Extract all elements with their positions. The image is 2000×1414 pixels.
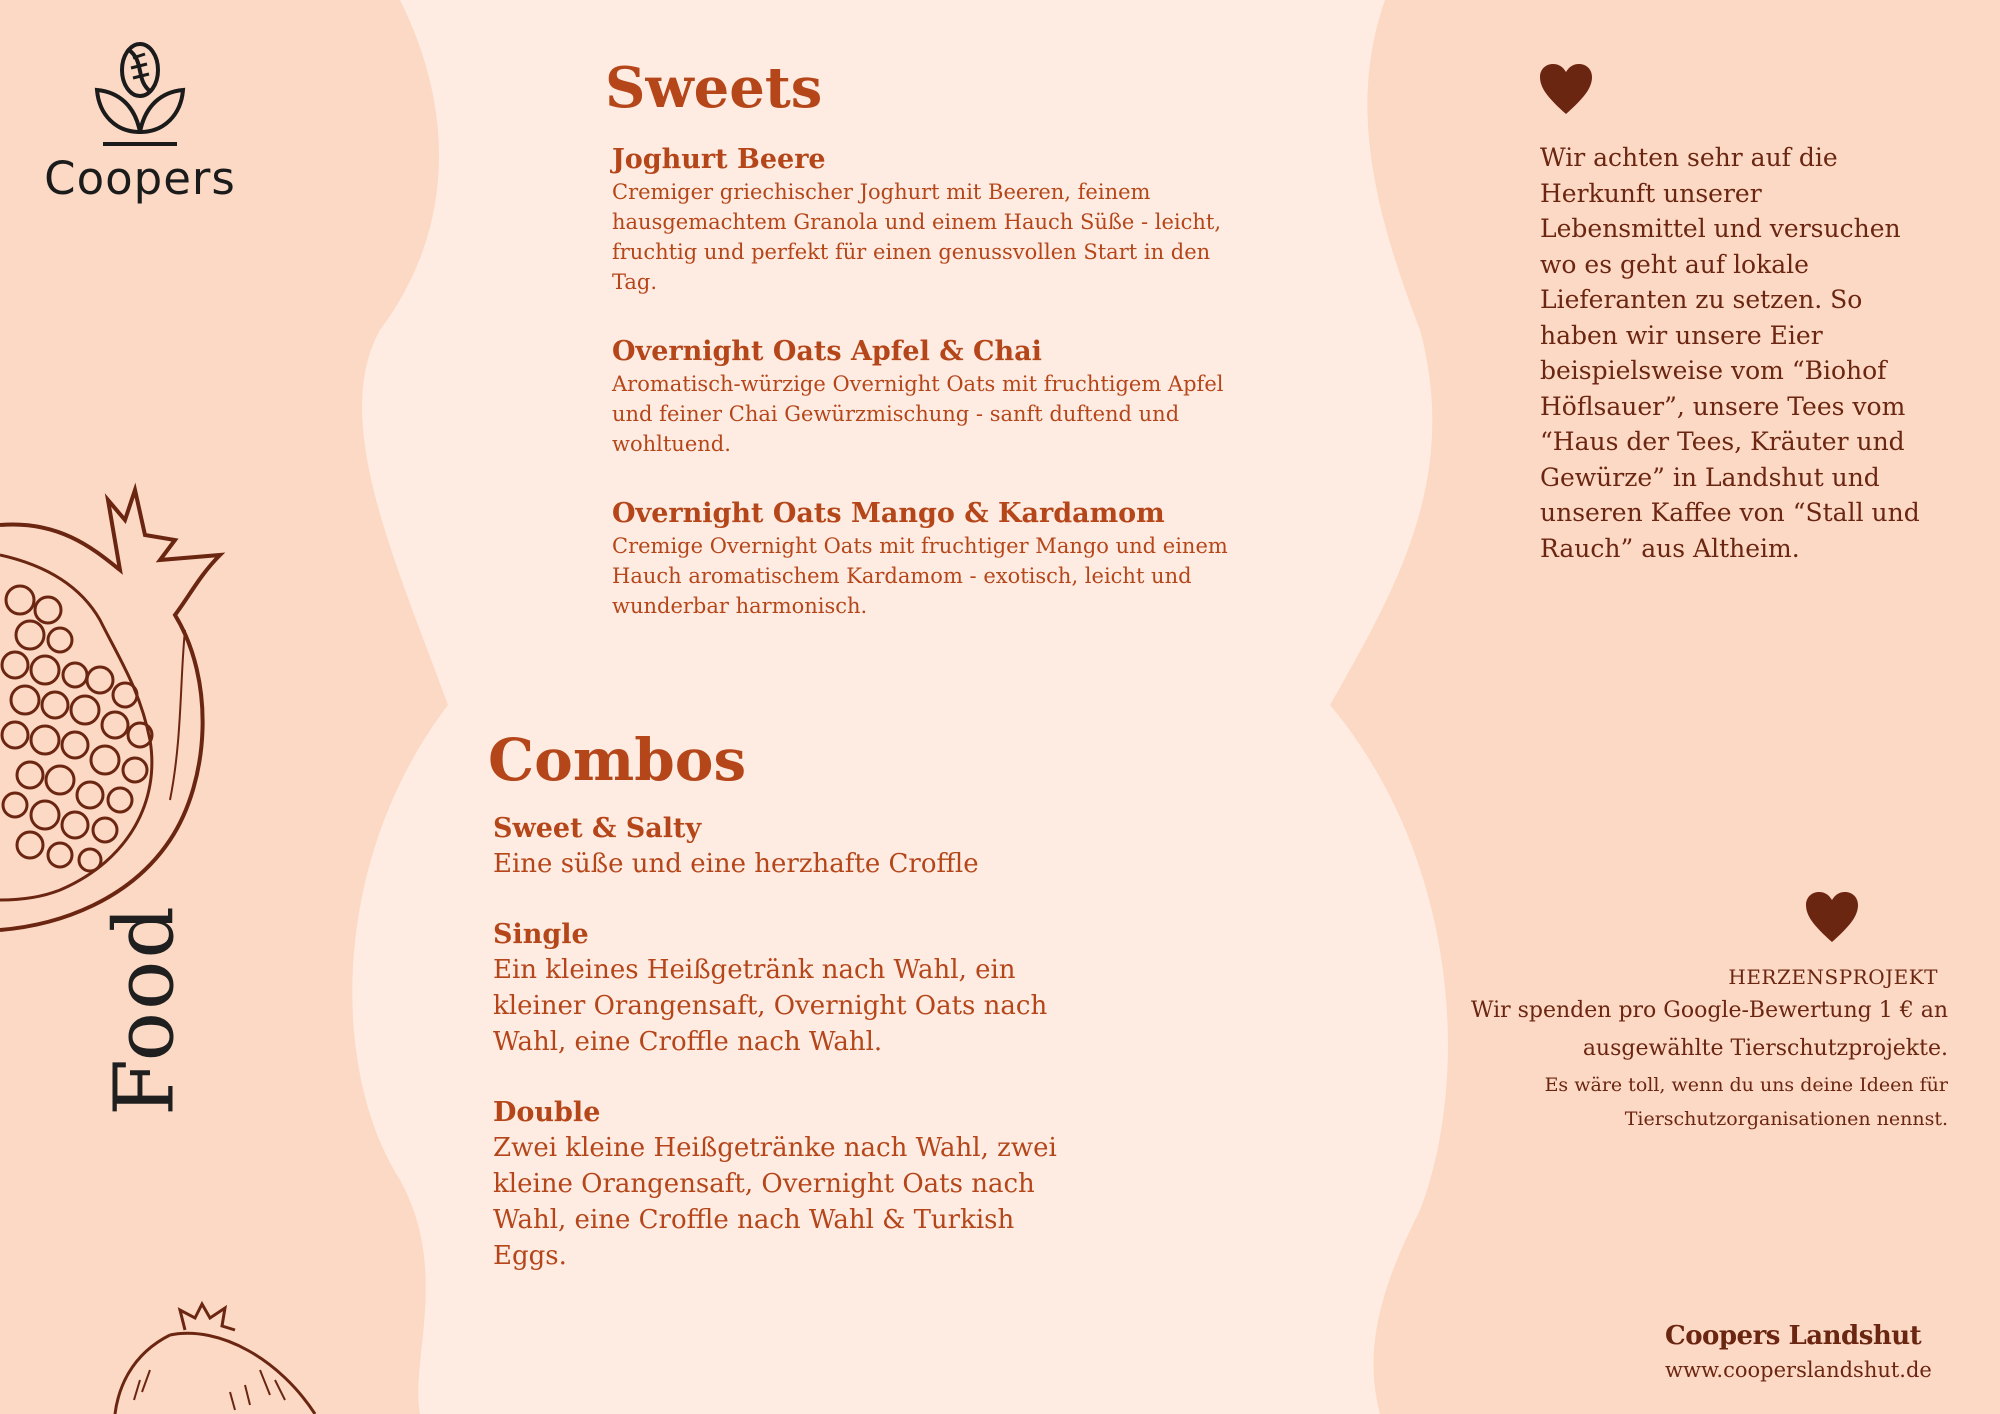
footer-name: Coopers Landshut (1665, 1321, 1922, 1351)
sweets-title: Sweets (605, 55, 823, 121)
project-heading: HERZENSPROJEKT (1728, 965, 1938, 989)
brand-name: Coopers (44, 152, 236, 205)
project-box (1470, 962, 1948, 1136)
menu-item-description: Cremige Overnight Oats mit fruchtiger Mango und einem Hauch aromatischem Kardamom - exotisch, leicht und wunderbar harmonisch. (612, 534, 1228, 618)
sweets-list (612, 143, 1252, 659)
combo-item (493, 918, 1093, 1060)
combo-item-description: Ein kleines Heißgetränk nach Wahl, ein kleiner Orangensaft, Overnight Oats nach Wahl, eine Croffle nach Wahl. (493, 955, 1048, 1057)
combo-item (493, 812, 1093, 882)
menu-item-name: Overnight Oats Mango & Kardamom (612, 498, 1165, 529)
combo-item-description: Zwei kleine Heißgetränke nach Wahl, zwei kleine Orangensaft, Overnight Oats nach Wahl, eine Croffle nach Wahl & Turkish Eggs. (493, 1133, 1057, 1271)
menu-item-description: Cremiger griechischer Joghurt mit Beeren, feinem hausgemachtem Granola und einem Hauch Süße - leicht, fruchtig und perfekt für einen genussvollen Start in den Tag. (612, 180, 1222, 294)
combo-item (493, 1096, 1093, 1274)
pomegranate-whole-illustration (110, 1300, 330, 1414)
combos-title: Combos (488, 726, 747, 794)
combo-item-name: Double (493, 1097, 601, 1128)
footer-url[interactable]: www.cooperslandshut.de (1665, 1358, 1932, 1382)
menu-item-name: Joghurt Beere (612, 144, 826, 175)
combo-item-name: Single (493, 919, 589, 950)
menu-item (612, 497, 1252, 621)
heart-icon (1538, 62, 1594, 116)
project-note: Es wäre toll, wenn du uns deine Ideen für Tierschutzorganisationen nennst. (1544, 1074, 1948, 1130)
origin-text: Wir achten sehr auf die Herkunft unserer Lebensmittel und versuchen wo es geht auf lokale Lieferanten zu setzen. So haben wir unsere Eier beispielsweise vom “Biohof Höflsauer”, unsere Tees vom “Haus der Tees, Kräuter und Gewürze” in Landshut und unseren Kaffee von “Stall und Rauch” aus Altheim. (1540, 143, 1920, 563)
heart-icon (1804, 890, 1860, 944)
project-body: Wir spenden pro Google-Bewertung 1 € an ausgewählte Tierschutzprojekte. (1470, 998, 1948, 1061)
menu-item-description: Aromatisch-würzige Overnight Oats mit fruchtigem Apfel und feiner Chai Gewürzmischung - sanft duftend und wohltuend. (612, 372, 1224, 456)
combo-item-description: Eine süße und eine herzhafte Croffle (493, 849, 979, 879)
menu-item (612, 335, 1252, 459)
menu-item-name: Overnight Oats Apfel & Chai (612, 336, 1042, 367)
pomegranate-half-illustration (0, 480, 230, 940)
combos-list (493, 812, 1093, 1310)
logo (40, 40, 240, 205)
menu-item (612, 143, 1252, 297)
footer (1665, 1318, 1985, 1386)
side-title: Food (97, 904, 193, 1116)
combo-item-name: Sweet & Salty (493, 813, 702, 844)
coffee-bean-leaf-icon (85, 40, 195, 150)
